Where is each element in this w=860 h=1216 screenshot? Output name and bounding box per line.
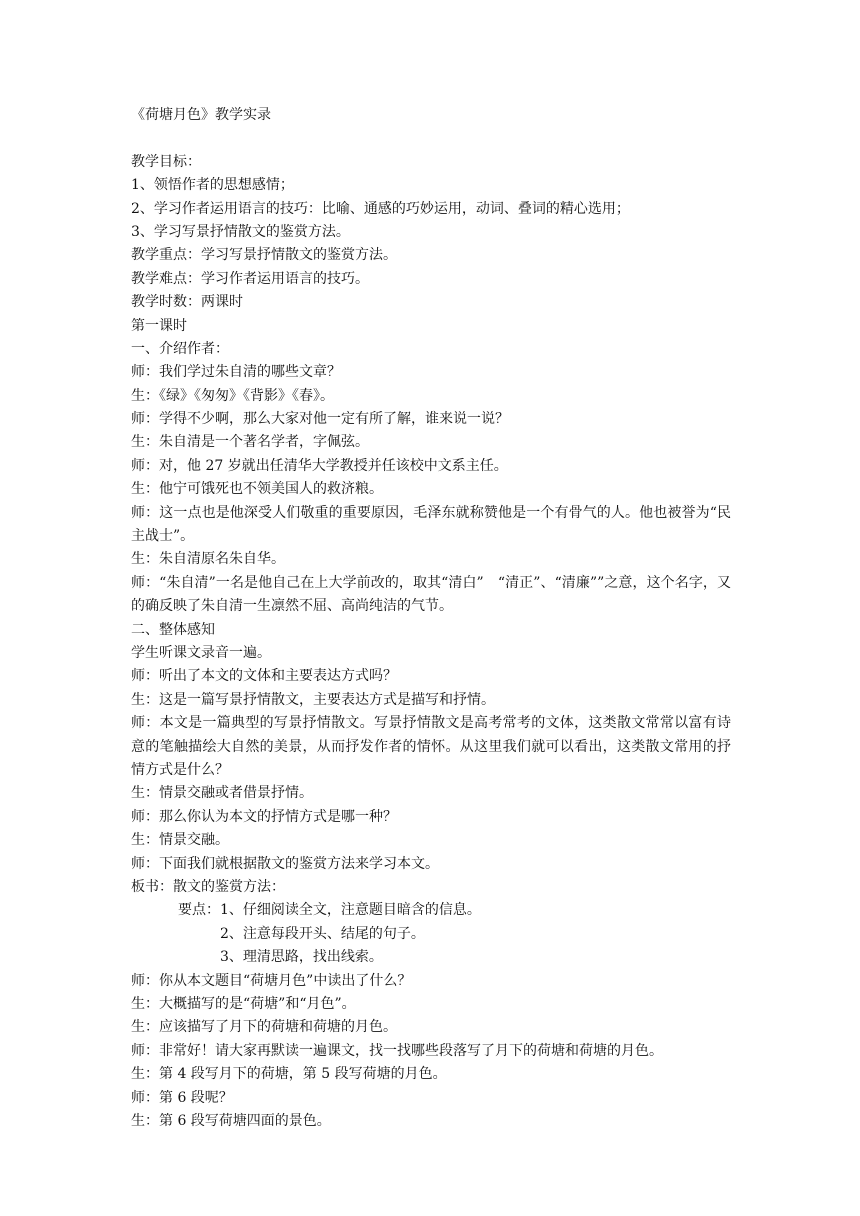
dialogue-paragraph: 师：这一点也是他深受人们敬重的重要原因，毛泽东就称赞他是一个有骨气的人。他也被誉为“民主战士”。: [131, 504, 731, 545]
blackboard-heading: 板书：散文的鉴赏方法：: [131, 879, 285, 895]
blackboard-point: 要点：1、仔细阅读全文，注意题目暗含的信息。: [178, 902, 481, 919]
objective-item: 3、学习写景抒情散文的鉴赏方法。: [131, 223, 350, 240]
dialogue-line: 师：我们学过朱自清的哪些文章？: [131, 364, 341, 381]
document-body: [131, 104, 731, 1133]
dialogue-line: 生：情景交融。: [131, 832, 229, 849]
blackboard-point: 3、理清思路，找出线索。: [220, 949, 383, 966]
dialogue-line: 师：下面我们就根据散文的鉴赏方法来学习本文。: [131, 855, 439, 872]
section-heading: 二、整体感知: [131, 621, 215, 638]
document-title: 《荷塘月色》教学实录: [131, 107, 271, 123]
dialogue-line: 生：朱自清是一个著名学者，字佩弦。: [131, 434, 369, 451]
dialogue-line: 生：情景交融或者借景抒情。: [131, 785, 313, 802]
dialogue-line: 生：这是一篇写景抒情散文，主要表达方式是描写和抒情。: [131, 691, 495, 708]
dialogue-paragraph: 师：本文是一篇典型的写景抒情散文。写景抒情散文是高考常考的文体，这类散文常常以富有诗意的笔触描绘大自然的美景，从而抒发作者的情怀。从这里我们就可以看出，这类散文常用的抒情方式是什么？: [131, 715, 731, 779]
dialogue-line: 生：应该描写了月下的荷塘和荷塘的月色。: [131, 1019, 397, 1036]
lesson-heading: 第一课时: [131, 317, 187, 334]
difficult-point: 教学难点：学习作者运用语言的技巧。: [131, 270, 369, 287]
dialogue-line: 师：对，他 27 岁就出任清华大学教授并任该校中文系主任。: [131, 457, 508, 474]
blackboard-point: 2、注意每段开头、结尾的句子。: [220, 925, 425, 942]
dialogue-line: 生：第 6 段写荷塘四面的景色。: [131, 1112, 331, 1129]
dialogue-line: 师：第 6 段呢？: [131, 1089, 233, 1106]
objective-item: 1、领悟作者的思想感情；: [131, 177, 294, 194]
body-line: 学生听课文录音一遍。: [131, 645, 271, 662]
dialogue-line: 师：你从本文题目“荷塘月色”中读出了什么？: [131, 972, 412, 989]
objective-item: 2、学习作者运用语言的技巧：比喻、通感的巧妙运用，动词、叠词的精心选用；: [131, 200, 630, 217]
dialogue-line: 生：大概描写的是“荷塘”和“月色”。: [131, 995, 356, 1012]
key-point: 教学重点：学习写景抒情散文的鉴赏方法。: [131, 247, 397, 264]
dialogue-line: 师：听出了本文的文体和主要表达方式吗？: [131, 668, 397, 685]
dialogue-line: 生：《绿》《匆匆》《背影》《春》。: [131, 387, 334, 404]
dialogue-line: 师：非常好！请大家再默读一遍课文，找一找哪些段落写了月下的荷塘和荷塘的月色。: [131, 1042, 663, 1059]
dialogue-paragraph: 师：“朱自清”一名是他自己在上大学前改的，取其“清白” “清正”、“清廉””之意，这个名字，又的确反映了朱自清一生凛然不屈、高尚纯洁的气节。: [131, 574, 731, 615]
section-heading: 一、介绍作者：: [131, 340, 229, 357]
dialogue-line: 生：朱自清原名朱自华。: [131, 551, 285, 568]
section-heading-objectives: 教学目标：: [131, 153, 201, 170]
dialogue-line: 生：他宁可饿死也不领美国人的救济粮。: [131, 481, 383, 498]
class-hours: 教学时数：两课时: [131, 294, 243, 311]
dialogue-line: 生：第 4 段写月下的荷塘，第 5 段写荷塘的月色。: [131, 1066, 447, 1083]
dialogue-line: 师：那么你认为本文的抒情方式是哪一种？: [131, 808, 397, 825]
dialogue-line: 师：学得不少啊，那么大家对他一定有所了解，谁来说一说？: [131, 411, 509, 428]
